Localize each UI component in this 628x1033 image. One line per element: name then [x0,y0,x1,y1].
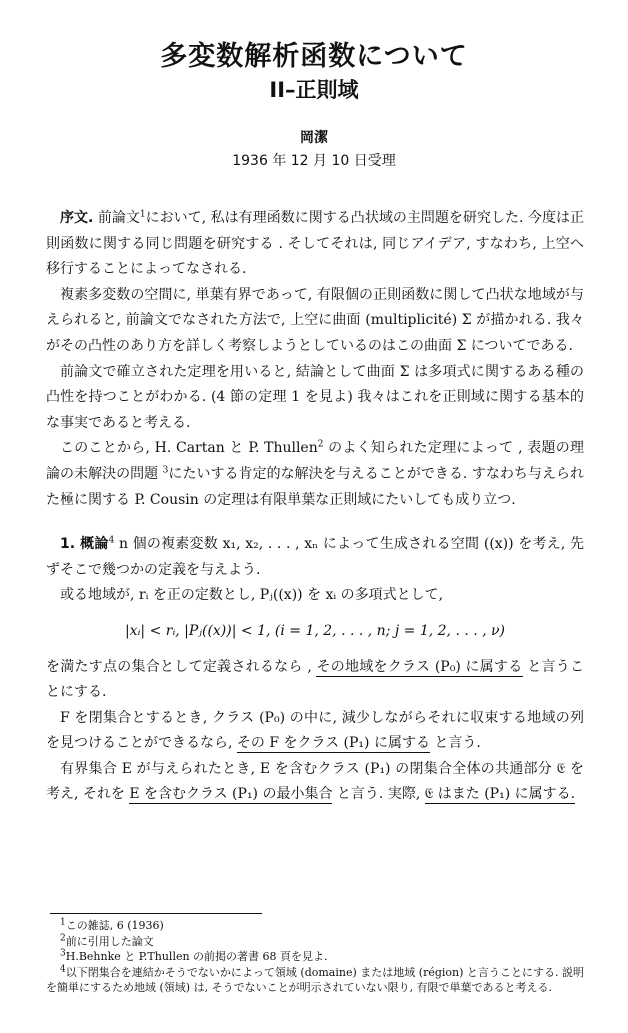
section1-paragraph-3 [46,655,584,706]
section1-lead: 1. 概論 [60,536,109,553]
footnote-number: 4 [60,963,66,974]
section1-p5b: と言う. 実際, [332,786,425,803]
intro-lead: 序文. [60,210,94,226]
definition-class-p1: その F をクラス (P₁) に属する [236,735,430,752]
footnote-text: H.Behnke と P.Thullen の前掲の著書 68 頁を見よ. [65,950,328,963]
footnote-2 [46,934,584,950]
definition-minimal-set: E を含むクラス (P₁) の最小集合 [129,786,333,803]
section1-p1a: n 個の複素変数 x₁, x₂, . . . , xₙ によって生成される空間 ((x)) を考え, 先ずそこで幾つかの定義を与えよう. [46,536,585,578]
intro-p4b: のよく知られた定理によって , 表題の理論の未解決の問題 [46,440,584,482]
intro-p4c: にたいする肯定的な解決を与えることができる. すなわち与えられた極に関する P. Cousin の定理は有限単葉な正則域にたいしても成り立つ. [46,465,585,508]
footnote-text: 前に引用した論文 [65,934,154,948]
footnotes [46,918,584,996]
footnote-number: 2 [60,932,66,943]
footnote-ref-4: 4 [108,535,115,546]
intro-paragraph-2: 複素多変数の空間に, 単葉有界であって, 有限個の正則函数に関して凸状な地域が与えられると, 前論文でなされた方法で, 上空に曲面 (multiplicité) Σ が描かれる. 我々がその凸性のあり方を詳しく考察しようとしているのはこの曲面 Σ についてである. [46,286,584,354]
footnote-1 [46,918,584,934]
footnote-text: この雑誌, 6 (1936) [65,919,164,932]
section1-paragraph-1 [46,532,584,583]
intro-p1a: 前論文 [93,210,140,226]
intro-paragraph-4 [46,436,584,513]
equation: |xᵢ| < rᵢ, |Pⱼ((x))| < 1, (i = 1, 2, . . . , n; j = 1, 2, . . . , ν) [124,622,506,639]
section1-p4a: F を閉集合とするとき, クラス (P₀) の中に, 減少しながらそれに収束する地域の列を見つけることができるなら, [46,709,584,752]
paper-body [46,206,584,808]
footnote-number: 1 [60,917,66,928]
section1-p3a: を満たす点の集合として定義されるなら , [46,658,317,675]
footnote-rule [50,913,262,914]
definition-class-p0: その地域をクラス (P₀) に属する [316,658,523,675]
intro-paragraph-3: 前論文で確立された定理を用いると, 結論として曲面 Σ は多項式に関するある種の凸性を持つことがわかる. (4 節の定理 1 を見よ) 我々はこれを正則域に関する基本的な事実であると考える. [46,363,584,431]
footnote-ref-1: 1 [139,209,146,220]
footnote-number: 3 [60,948,66,959]
section1-paragraph-5 [46,757,584,808]
section1-p4b: と言う. [429,735,481,752]
footnote-ref-2: 2 [317,439,324,450]
intro-p1b: において, 私は有理函数に関する凸状域の主問題を研究した. 今度は正則函数に関する同じ問題を研究する . そしてそれは, 同じアイデア, すなわち, 上空へ移行することによってなされる. [46,210,584,278]
section1-paragraph-2: 或る地域が, rᵢ を正の定数とし, Pⱼ((x)) を xᵢ の多項式として, [60,587,444,604]
minimal-set-property: 𝔈 はまた (P₁) に属する. [424,786,576,803]
author-name: 岡潔 [300,130,328,146]
footnote-text: 以下閉集合を連結かそうでないかによって領域 (domaine) または地域 (région) と言うことにする. 説明を簡単にするため地域 (領域) は, そうでないことが明示されていない限り, 有限で単葉であると考える. [46,965,584,994]
footnote-3 [46,949,584,965]
footnote-ref-3: 3 [162,465,169,476]
intro-paragraph-1 [46,206,584,283]
section1-paragraph-4 [46,706,584,757]
intro-p4a: このことから, H. Cartan と P. Thullen [60,440,318,457]
section1-p5a: 有界集合 E が与えられたとき, E を含むクラス (P₁) の閉集合全体の共通部分 𝔈 を考え, それを [46,760,584,803]
paper-title: 多変数解析函数について [160,41,468,72]
paper-subtitle: II–正則域 [269,78,359,102]
footnote-4 [46,965,584,996]
section1-p3b: と言うことにする. [46,658,584,701]
received-date: 1936 年 12 月 10 日受理 [232,153,396,169]
